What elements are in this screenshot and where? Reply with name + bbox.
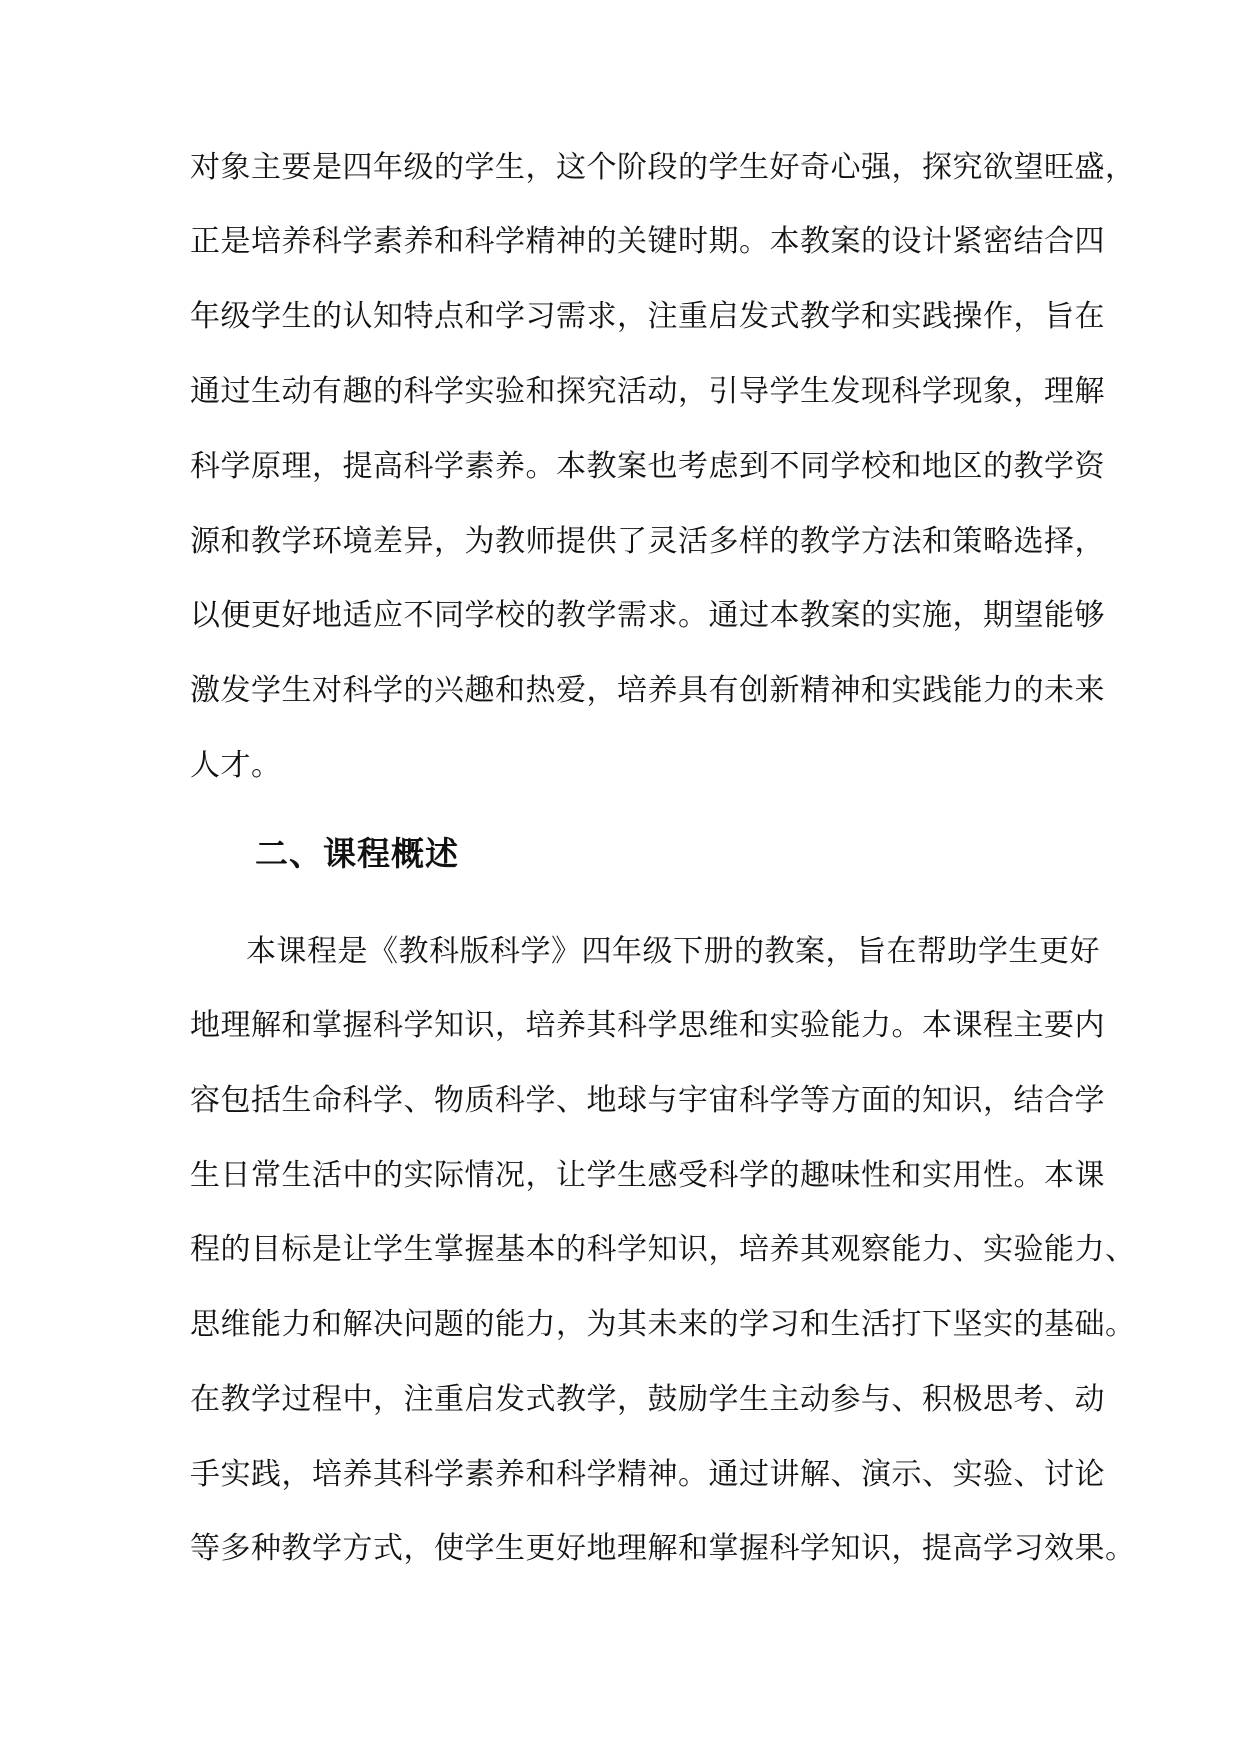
paragraph-line: 激发学生对科学的兴趣和热爱，培养具有创新精神和实践能力的未来 [190, 673, 1105, 708]
paragraph-line: 源和教学环境差异，为教师提供了灵活多样的教学方法和策略选择， [190, 524, 1105, 559]
paragraph-line: 思维能力和解决问题的能力，为其未来的学习和生活打下坚实的基础。 [190, 1307, 1136, 1342]
paragraph-line: 等多种教学方式，使学生更好地理解和掌握科学知识，提高学习效果。 [190, 1531, 1136, 1566]
paragraph-line: 人才。 [190, 748, 282, 783]
paragraph-line: 对象主要是四年级的学生，这个阶段的学生好奇心强，探究欲望旺盛， [190, 150, 1136, 185]
paragraph-line: 地理解和掌握科学知识，培养其科学思维和实验能力。本课程主要内 [190, 1008, 1105, 1043]
paragraph-line: 通过生动有趣的科学实验和探究活动，引导学生发现科学现象，理解 [190, 374, 1105, 409]
paragraph-line: 生日常生活中的实际情况，让学生感受科学的趣味性和实用性。本课 [190, 1158, 1105, 1193]
paragraph-line: 正是培养科学素养和科学精神的关键时期。本教案的设计紧密结合四 [190, 224, 1105, 259]
paragraph-line: 在教学过程中，注重启发式教学，鼓励学生主动参与、积极思考、动 [190, 1382, 1105, 1417]
paragraph-line-indented: 本课程是《教科版科学》四年级下册的教案，旨在帮助学生更好 [246, 934, 1100, 969]
paragraph-line: 程的目标是让学生掌握基本的科学知识，培养其观察能力、实验能力、 [190, 1232, 1136, 1267]
paragraph-line: 年级学生的认知特点和学习需求，注重启发式教学和实践操作，旨在 [190, 299, 1105, 334]
paragraph-line: 手实践，培养其科学素养和科学精神。通过讲解、演示、实验、讨论 [190, 1457, 1105, 1492]
section-heading: 二、课程概述 [255, 834, 459, 873]
paragraph-line: 容包括生命科学、物质科学、地球与宇宙科学等方面的知识，结合学 [190, 1083, 1105, 1118]
paragraph-line: 科学原理，提高科学素养。本教案也考虑到不同学校和地区的教学资 [190, 449, 1105, 484]
paragraph-line: 以便更好地适应不同学校的教学需求。通过本教案的实施，期望能够 [190, 598, 1105, 633]
